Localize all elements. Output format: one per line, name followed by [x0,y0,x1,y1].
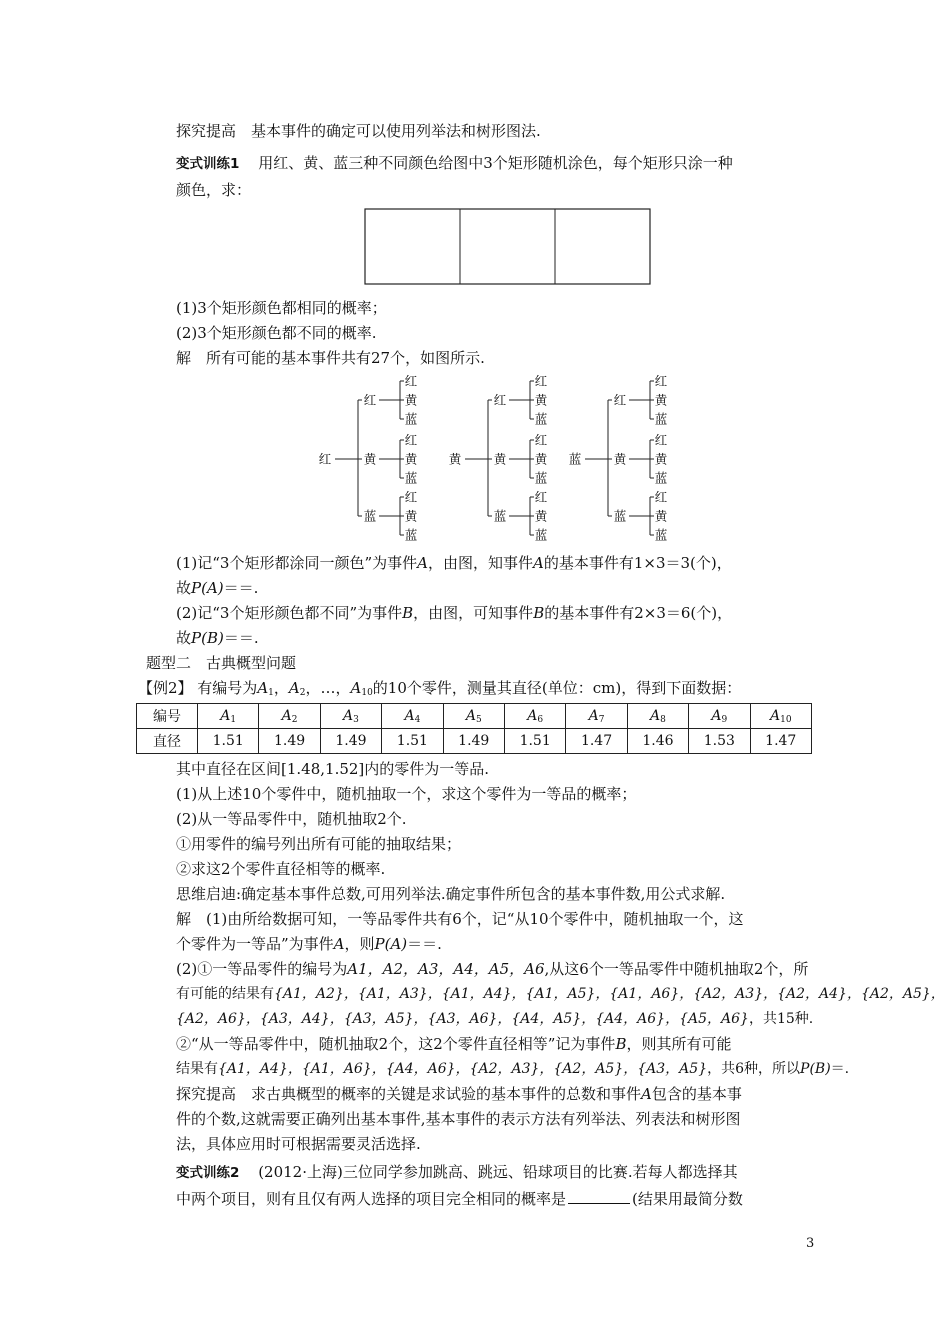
table-cell-diameter: 1.51 [382,729,443,754]
table-cell-diameter: 1.49 [443,729,504,754]
tree-node-label: 红 [534,432,548,448]
page-number: 3 [806,1236,815,1251]
tree-node-label: 黄 [534,451,548,467]
tree-node-label: 蓝 [613,508,627,524]
tree-node-label: 蓝 [404,470,418,486]
ex2-question-2-1: ①用零件的编号列出所有可能的抽取结果； [176,835,462,853]
tree-node-label: 红 [534,373,548,389]
ex2-solution-2-2-line-2: 结果有{A1，A4}，{A1，A6}，{A4，A6}，{A2，A3}，{A2，A5}，{A3，A5}，共6种，所以P(B)＝. [176,1061,850,1077]
question-2: (2)3个矩形颜色都不同的概率. [176,324,377,342]
exploration-note-2-line-1: 探究提高 求古典概型的概率的关键是求试验的基本事件的总数和事件A包含的基本事 [176,1085,742,1103]
table-cell-id: $A_{10}$ [750,704,811,729]
table-cell-id: $A_8$ [627,704,688,729]
exploration-note-2-line-3: 法，具体应用时可根据需要灵活选择. [176,1135,421,1153]
tree-node-label: 蓝 [534,527,548,543]
tree-node-label: 黄 [654,451,668,467]
tree-node-label: 红 [654,489,668,505]
tree-node-label: 蓝 [363,508,377,524]
tree-node-label: 黄 [534,392,548,408]
tree-node-label: 红 [404,373,418,389]
tree-node-label: 蓝 [534,411,548,427]
answer-blank [568,1189,630,1204]
exercise-1-tag: 变式训练1 [176,156,240,172]
tree-node-label: 蓝 [568,451,582,467]
exercise-1-line-1 [176,153,733,174]
table-cell-id: $A_5$ [443,704,504,729]
table-row-ids [137,704,812,729]
ex2-solution-2-line-2: 有可能的结果有{A1，A2}，{A1，A3}，{A1，A4}，{A1，A5}，{A1，A6}，{A2，A3}，{A2，A4}，{A2，A5}， [176,986,945,1002]
tree-node-label: 黄 [654,392,668,408]
tree-node-label: 红 [363,392,377,408]
tree-node-label: 黄 [363,451,377,467]
tree-node-label: 蓝 [654,527,668,543]
table-cell-id: $A_2$ [259,704,320,729]
table-cell-id: $A_3$ [320,704,381,729]
tree-node-label: 红 [654,432,668,448]
diameter-table [136,703,812,754]
exploration-note-2-line-2: 件的个数,这就需要正确列出基本事件,基本事件的表示方法有列举法、列表法和树形图 [176,1110,741,1128]
table-cell-id: $A_9$ [689,704,750,729]
tree-node-label: 红 [493,392,507,408]
tree-node-label: 红 [613,392,627,408]
tree-node-label: 黄 [534,508,548,524]
table-cell-diameter: 1.49 [259,729,320,754]
table-cell-diameter: 1.51 [198,729,259,754]
three-rectangles-figure [364,208,652,286]
tree-node-label: 蓝 [654,411,668,427]
table-cell-id: $A_6$ [504,704,565,729]
section-title: 题型二 古典概型问题 [146,654,297,672]
tree-diagram [300,370,680,545]
table-cell-diameter: 1.46 [627,729,688,754]
row-header-diameter: 直径 [137,729,198,754]
exercise-1-line-2: 颜色，求： [176,181,252,199]
thinking-hint: 思维启迪:确定基本事件总数,可用列举法.确定事件所包含的基本事件数,用公式求解. [176,885,726,903]
exercise-2-tag: 变式训练2 [176,1165,240,1181]
solution-1-line-1: (1)记“3个矩形都涂同一颜色”为事件A，由图，知事件A的基本事件有1×3＝3(个)， [176,554,732,572]
ex2-solution-2-2-line-1: ②“从一等品零件中，随机抽取2个，这2个零件直径相等”记为事件B，则其所有可能 [176,1035,732,1053]
table-row-diameters [137,729,812,754]
exploration-note-1: 探究提高 基本事件的确定可以使用列举法和树形图法. [176,122,541,140]
tree-node-label: 蓝 [654,470,668,486]
tree-node-label: 蓝 [493,508,507,524]
tree-node-label: 黄 [613,451,627,467]
table-cell-id: $A_7$ [566,704,627,729]
table-cell-diameter: 1.47 [566,729,627,754]
table-cell-id: $A_4$ [382,704,443,729]
tree-node-label: 黄 [493,451,507,467]
ex2-solution-1-line-1: 解 (1)由所给数据可知，一等品零件共有6个，记“从10个零件中，随机抽取一个，这 [176,910,744,928]
tree-node-label: 蓝 [404,411,418,427]
tree-node-label: 黄 [654,508,668,524]
tree-node-label: 红 [404,432,418,448]
tree-node-label: 黄 [404,451,418,467]
row-header-id: 编号 [137,704,198,729]
solution-2-line-1: (2)记“3个矩形颜色都不同”为事件B，由图，可知事件B的基本事件有2×3＝6(个)， [176,604,733,622]
exercise-2-line-2: 中两个项目，则有且仅有两人选择的项目完全相同的概率是 (结果用最简分数 [176,1190,743,1208]
table-cell-diameter: 1.51 [504,729,565,754]
example-2-stem: 【例2】 有编号为$A_1$，$A_2$，…，$A_{10}$的10个零件，测量其直径(单位：cm)，得到下面数据： [138,679,742,698]
ex2-solution-2-line-1: (2)①一等品零件的编号为A1，A2，A3，A4，A5，A6,从这6个一等品零件中随机抽取2个，所 [176,960,809,978]
tree-node-label: 蓝 [534,470,548,486]
tree-node-label: 黄 [404,508,418,524]
tree-node-label: 红 [654,373,668,389]
exercise-2-line-1 [176,1162,738,1183]
question-1: (1)3个矩形颜色都相同的概率； [176,299,387,317]
exercise-1-text: 用红、黄、蓝三种不同颜色给图中3个矩形随机涂色，每个矩形只涂一种 [258,154,733,172]
tree-node-label: 红 [534,489,548,505]
tree-node-label: 黄 [448,451,462,467]
table-cell-diameter: 1.47 [750,729,811,754]
first-grade-definition: 其中直径在区间[1.48,1.52]内的零件为一等品. [176,760,490,778]
ex2-solution-1-line-2: 个零件为一等品”为事件A，则P(A)＝＝. [176,935,442,953]
ex2-question-2-2: ②求这2个零件直径相等的概率. [176,860,386,878]
tree-node-label: 红 [404,489,418,505]
table-cell-diameter: 1.53 [689,729,750,754]
ex2-question-1: (1)从上述10个零件中，随机抽取一个，求这个零件为一等品的概率； [176,785,637,803]
solution-2-line-2: 故P(B)＝＝. [176,629,259,647]
exercise-2-text: (2012·上海)三位同学参加跳高、跳远、铅球项目的比赛.若每人都选择其 [258,1163,738,1181]
solution-intro: 解 所有可能的基本事件共有27个，如图所示. [176,349,485,367]
table-cell-diameter: 1.49 [320,729,381,754]
ex2-question-2: (2)从一等品零件中，随机抽取2个. [176,810,407,828]
table-cell-id: $A_1$ [198,704,259,729]
solution-1-line-2: 故P(A)＝＝. [176,579,259,597]
tree-node-label: 蓝 [404,527,418,543]
tree-node-label: 黄 [404,392,418,408]
tree-node-label: 红 [318,451,332,467]
ex2-solution-2-line-3: {A2，A6}，{A3，A4}，{A3，A5}，{A3，A6}，{A4，A5}，{A4，A6}，{A5，A6}，共15种. [176,1011,814,1027]
